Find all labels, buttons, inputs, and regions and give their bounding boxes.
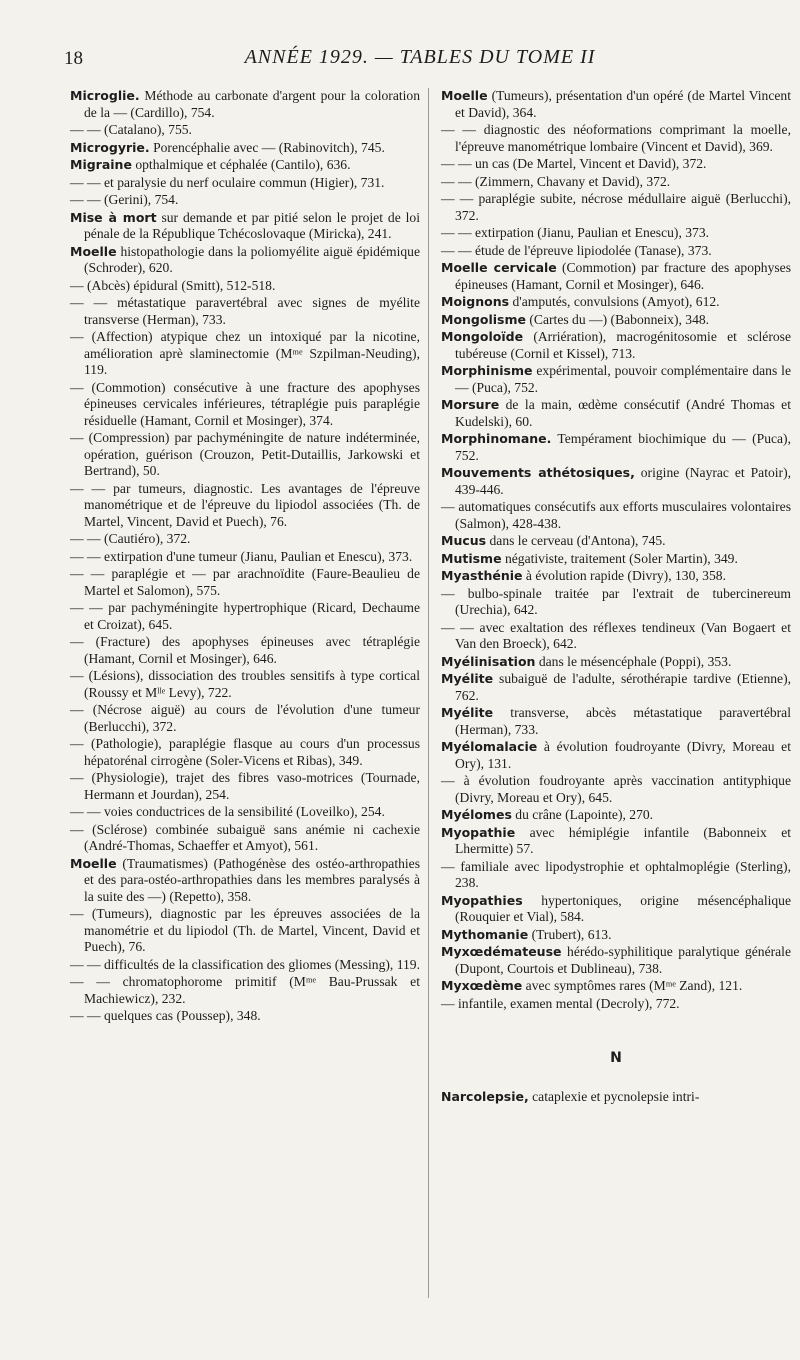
entry-text: à évolution foudroyante (Divry, Moreau et Ory), 131. (455, 739, 791, 771)
entry-text: — (Lésions), dissociation des troubles sensitifs à type cortical (Roussy et Mˡˡᵉ Levy), 722. (70, 668, 420, 700)
entry-text: — — (Catalano), 755. (70, 122, 192, 137)
index-entry (441, 312, 791, 329)
index-entry (441, 620, 791, 653)
entry-headword: Myxœdémateuse (441, 944, 562, 959)
entry-text: transverse, abcès métastatique paravertébral (Herman), 733. (455, 705, 791, 737)
entry-text: — infantile, examen mental (Decroly), 772. (441, 995, 680, 1011)
entry-text: (Arriération), macrogénitosomie et sclérose tubéreuse (Cornil et Kissel), 713. (455, 329, 791, 361)
index-entry (441, 705, 791, 738)
index-entry (70, 804, 420, 821)
index-entry (70, 380, 420, 430)
entry-text: — — chromatophorome primitif (Mᵐᵉ Bau-Prussak et Machiewicz), 232. (70, 974, 420, 1006)
index-entry (441, 893, 791, 926)
entry-text: — (Abcès) épidural (Smitt), 512-518. (70, 277, 276, 293)
index-entry (70, 140, 420, 157)
entry-headword: Myélinisation (441, 653, 536, 669)
index-entry (441, 927, 791, 944)
entry-text: — (Fracture) des apophyses épineuses avec tétraplégie (Hamant, Cornil et Mosinger), 646. (70, 634, 420, 666)
entry-text: — — (Zimmern, Chavany et David), 372. (441, 173, 671, 189)
index-entry (441, 122, 791, 155)
entry-text: de la main, œdème consécutif (André Thomas et Kudelski), 60. (455, 397, 791, 429)
index-entry (441, 260, 791, 293)
index-entry (70, 822, 420, 855)
index-entry (70, 175, 420, 192)
entry-text: négativiste, traitement (Soler Martin), 349. (501, 550, 738, 566)
entry-headword: Myopathies (441, 892, 523, 908)
entry-headword: Myélomalacie (441, 739, 538, 754)
entry-text: hypertoniques, origine mésencéphalique (Rouquier et Vial), 584. (455, 892, 791, 924)
entry-text: Méthode au carbonate d'argent pour la coloration de la — (Cardillo), 754. (84, 88, 420, 120)
index-entry (441, 944, 791, 977)
entry-headword: Myasthénie (441, 568, 523, 583)
entry-headword: Narcolepsie, (441, 1088, 529, 1104)
index-entry (70, 157, 420, 174)
index-entry (70, 531, 420, 548)
entry-text: (Cartes du —) (Babonneix), 348. (525, 311, 710, 327)
entry-headword: Microglie. (70, 88, 140, 103)
index-entry (441, 363, 791, 396)
index-entry (441, 243, 791, 260)
index-entry (441, 859, 791, 892)
entry-headword: Migraine (70, 157, 132, 172)
index-entry (70, 856, 420, 906)
entry-headword: Mouvements athétosiques, (441, 465, 635, 480)
entry-headword: Moelle cervicale (441, 260, 557, 275)
index-entry (70, 957, 420, 974)
index-entry (441, 499, 791, 532)
entry-text: — — et paralysie du nerf oculaire commun (Higier), 731. (70, 174, 385, 190)
section-letter: N (610, 1050, 622, 1066)
entry-text: cataplexie et pycnolepsie intri- (528, 1088, 700, 1104)
entry-headword: Myxœdème (441, 978, 523, 993)
entry-text: — bulbo-spinale traitée par l'extrait de tubercinereum (Urechia), 642. (441, 585, 791, 617)
entry-headword: Moignons (441, 294, 510, 309)
entry-text: du crâne (Lapointe), 270. (511, 807, 654, 822)
entry-text: — (Compression) par pachyméningite de nature indéterminée, opération, guérison (Crouzon, Petit-Dutaillis, Jarkowski et Bertrand), 50. (70, 430, 420, 478)
entry-text: à évolution rapide (Divry), 130, 358. (522, 568, 726, 583)
entry-text: — (Pathologie), paraplégie flasque au cours d'un processus hépatorénal cirrogène (Soler-Vicens et Ribas), 349. (70, 736, 420, 768)
index-entry (441, 294, 791, 311)
entry-text: — (Physiologie), trajet des fibres vaso-motrices (Tournade, Hermann et Jourdan), 254. (70, 770, 420, 802)
entry-headword: Mucus (441, 533, 487, 548)
entry-text: Porencéphalie avec — (Rabinovitch), 745. (149, 139, 385, 155)
index-entry (441, 1089, 791, 1106)
entry-headword: Moelle (70, 855, 117, 871)
page-number: 18 (64, 48, 83, 69)
entry-text: expérimental, pouvoir complémentaire dans le — (Puca), 752. (455, 363, 791, 395)
entry-text: — (Sclérose) combinée subaiguë sans anémie ni cachexie (André-Thomas, Schaeffer et Amyot), 561. (70, 821, 420, 853)
entry-text: avec symptômes rares (Mᵐᵉ Zand), 121. (522, 978, 743, 993)
entry-text: — (Affection) atypique chez un intoxiqué par la nicotine, amélioration aprè slaminectomie (Mᵐᵉ Szpilman-Neuding), 119. (70, 329, 420, 377)
entry-text: hérédo-syphilitique paralytique générale (Dupont, Courtois et Dublineau), 738. (455, 944, 791, 976)
entry-text: (Commotion) par fracture des apophyses épineuses (Hamant, Cornil et Mosinger), 646. (455, 260, 792, 292)
entry-headword: Morphinisme (441, 363, 533, 378)
entry-text: — automatiques consécutifs aux efforts musculaires volontaires (Salmon), 428-438. (441, 499, 791, 531)
entry-text: — à évolution foudroyante après vaccination antityphique (Divry, Moreau et Ory), 645. (441, 773, 791, 805)
index-entry (441, 807, 791, 824)
index-entry (70, 481, 420, 531)
entry-text: — — par pachyméningite hypertrophique (Ricard, Dechaume et Croizat), 645. (70, 600, 420, 632)
right-column (428, 88, 791, 1298)
entry-headword: Moelle (70, 243, 117, 259)
entry-text: (Traumatismes) (Pathogénèse des ostéo-arthropathies et des para-ostéo-arthropathies dans les membres paralysés à la suite des —) (Repetto), 358. (84, 855, 420, 904)
entry-text: — familiale avec lipodystrophie et ophtalmoplégie (Sterling), 238. (441, 858, 791, 890)
entry-headword: Myélite (441, 705, 494, 720)
index-entry (441, 739, 791, 772)
entry-text: — (Commotion) consécutive à une fracture des apophyses épineuses cervicales inférieures, tétraplégie puis paraplégie résiduelle (Hamant, Cornil et Mosinger), 374. (70, 379, 420, 428)
index-entry (70, 1008, 420, 1025)
index-entry (441, 397, 791, 430)
entry-text: opthalmique et céphalée (Cantilo), 636. (131, 157, 351, 172)
entry-text: d'amputés, convulsions (Amyot), 612. (509, 294, 720, 309)
index-entry (441, 533, 791, 550)
entry-text: — — extirpation (Jianu, Paulian et Enescu), 373. (441, 225, 710, 240)
index-entry (441, 329, 791, 362)
index-entry (441, 156, 791, 173)
index-entry (441, 431, 791, 464)
index-entry (441, 825, 791, 858)
index-entry (70, 329, 420, 379)
entry-headword: Morphinomane. (441, 431, 552, 446)
index-entry (70, 549, 420, 566)
entry-text: dans le mésencéphale (Poppi), 353. (535, 653, 732, 669)
entry-text: — — étude de l'épreuve lipiodolée (Tanase), 373. (441, 242, 712, 258)
index-entry (70, 668, 420, 701)
entry-text: Tempérament biochimique du — (Puca), 752. (455, 431, 791, 463)
entry-headword: Mise à mort (70, 209, 157, 225)
entry-text: — — avec exaltation des réflexes tendineux (Van Bogaert et Van den Broeck), 642. (441, 619, 791, 651)
index-entry (70, 244, 420, 277)
entry-text: (Tumeurs), présentation d'un opéré (de Martel Vincent et David), 364. (455, 88, 791, 120)
entry-text: origine (Nayrac et Patoir), 439-446. (455, 465, 792, 497)
index-entry (70, 278, 420, 295)
entry-text: histopathologie dans la poliomyélite aiguë épidémique (Schroder), 620. (84, 243, 420, 275)
entry-text: — (Nécrose aiguë) au cours de l'évolution d'une tumeur (Berlucchi), 372. (70, 702, 420, 734)
entry-headword: Mongoloïde (441, 329, 524, 344)
index-entry (70, 770, 420, 803)
index-entry (70, 566, 420, 599)
entry-text: — — paraplégie subite, nécrose médullaire aiguë (Berlucchi), 372. (441, 191, 791, 223)
left-column (70, 88, 420, 1026)
entry-headword: Myopathie (441, 824, 516, 840)
index-entry (70, 736, 420, 769)
entry-headword: Mutisme (441, 550, 502, 566)
index-entry (441, 586, 791, 619)
entry-text: — — (Gerini), 754. (70, 192, 179, 207)
entry-text: dans le cerveau (d'Antona), 745. (486, 533, 666, 548)
index-entry (441, 978, 791, 995)
entry-text: — — difficultés de la classification des gliomes (Messing), 119. (70, 956, 420, 972)
entry-text: — — voies conductrices de la sensibilité (Loveilko), 254. (70, 804, 385, 819)
index-entry (441, 654, 791, 671)
index-entry (441, 671, 791, 704)
entry-text: subaiguë de l'adulte, sérothérapie tardive (Etienne), 762. (455, 671, 791, 703)
index-entry (70, 192, 420, 209)
entry-headword: Myélomes (441, 807, 512, 822)
entry-headword: Mongolisme (441, 311, 526, 327)
entry-text: — — paraplégie et — par arachnoïdite (Faure-Beaulieu de Martel et Salomon), 575. (70, 566, 420, 598)
index-entry (441, 996, 791, 1013)
index-entry (70, 210, 420, 243)
entry-text: — — diagnostic des néoformations comprimant la moelle, l'épreuve manométrique lombaire (Vincent et David), 369. (441, 122, 791, 154)
index-entry (441, 174, 791, 191)
index-entry (441, 225, 791, 242)
entry-text: — — un cas (De Martel, Vincent et David), 372. (441, 156, 707, 171)
index-entry (70, 88, 420, 121)
entry-text: — — (Cautiéro), 372. (70, 531, 191, 546)
entry-headword: Microgyrie. (70, 139, 150, 155)
entry-text: avec hémiplégie infantile (Babonneix et Lhermitte) 57. (455, 824, 791, 856)
index-entry (70, 122, 420, 139)
entry-text: — — quelques cas (Poussep), 348. (70, 1008, 261, 1023)
entry-headword: Moelle (441, 88, 488, 103)
index-entry (441, 465, 791, 498)
entry-text: — (Tumeurs), diagnostic par les épreuves associées de la manométrie et du lipiodol (Th. de Martel, Vincent, David et Puech), 76. (70, 906, 420, 954)
index-entry (70, 295, 420, 328)
entry-headword: Morsure (441, 397, 500, 412)
index-entry (70, 634, 420, 667)
running-title: ANNÉE 1929. — TABLES DU TOME II (244, 46, 596, 68)
entry-headword: Mythomanie (441, 926, 529, 942)
entry-text: — — métastatique paravertébral avec signes de myélite transverse (Herman), 733. (70, 295, 420, 327)
entry-text: — — extirpation d'une tumeur (Jianu, Paulian et Enescu), 373. (70, 548, 413, 564)
index-entry (441, 551, 791, 568)
index-entry (441, 568, 791, 585)
index-entry (70, 974, 420, 1007)
entry-text: — — par tumeurs, diagnostic. Les avantages de l'épreuve manométrique et de l'épreuve du lipiodol associées (Th. de Martel, Vincent, David et Puech), 76. (70, 480, 420, 529)
index-entry (441, 88, 791, 121)
entry-headword: Myélite (441, 671, 494, 686)
entry-text: (Trubert), 613. (528, 926, 612, 942)
index-entry (70, 906, 420, 956)
entry-text: sur demande et par pitié selon le projet de loi pénale de la République Tchécoslovaque (Miricka), 241. (84, 209, 420, 241)
index-entry (441, 773, 791, 806)
index-entry (70, 702, 420, 735)
index-entry (70, 430, 420, 480)
index-entry (441, 191, 791, 224)
index-entry (70, 600, 420, 633)
